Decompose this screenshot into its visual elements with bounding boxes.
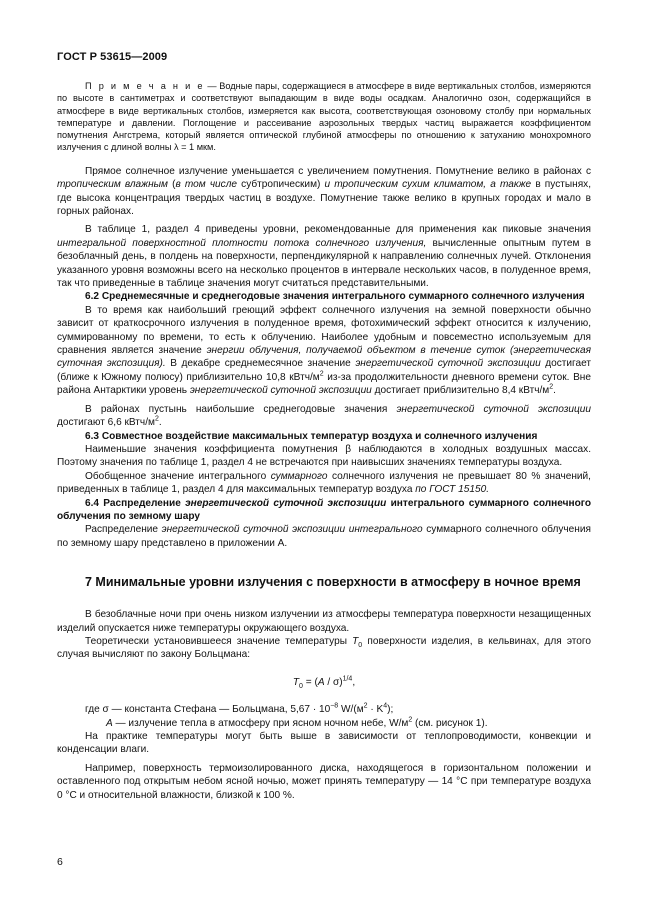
text-run: достигает (ближе к Южному полюсу) приблизительно 10,8 кВтч/м <box>57 358 592 383</box>
superscript: 2 <box>154 415 159 423</box>
text-run: . <box>158 417 162 429</box>
text-run: из-за продолжительности дневного времени суток. Вне района Антарктики уровень <box>57 371 591 397</box>
paragraph-distribution <box>57 523 591 550</box>
legend-a <box>57 717 591 730</box>
section-heading-7: 7 Минимальные уровни излучения с поверхности в атмосферу в ночное время <box>85 575 581 590</box>
page-number: 6 <box>57 856 63 868</box>
page-content <box>57 80 591 802</box>
text-run: В таблице 1, раздел 4 приведены уровни, рекомендованные для применения как пиковые значения <box>85 224 591 236</box>
document-code-header: ГОСТ Р 53615—2009 <box>57 51 168 63</box>
section-heading-6-2: 6.2 Среднемесячные и среднегодовые значения интегрального суммарного солнечного излучения <box>85 291 585 303</box>
text-run: — излучение тепла в атмосферу при ясном ночном небе, W/м <box>112 717 409 729</box>
text-run-italic: энергетической суточной экспозиции <box>185 497 387 509</box>
text-run: Обобщенное значение интегрального <box>85 470 271 482</box>
formula-part: / σ) <box>324 676 343 688</box>
note-text: — Водные пары, содержащиеся в атмосфере в виде вертикальных столбов, измеряются по высоте в сантиметрах и соответствуют выпадающим в виде воды осадкам. Аналогично озон, содержащийся в атмосфере в виде вертикальных столбов, измеряется как высота, соответствующая озоновому столбу при нормальных температуре и давлении. Поглощение и рассеивание аэрозольных твердых частиц выражается коэффициентом помутнения Ангстрема, который является оптической глубиной атмосферы по отношению к затуханию монохромного излучения с длиной волны λ = 1 мкм. <box>57 81 591 153</box>
paragraph-example: Например, поверхность термоизолированного диска, находящегося в горизонтальном положении и оставленного под открытым небом ясной ночью, может принять температуру — 14 °С при температуре воздуха 0 °С и относительной влажности, близкой к 100 %. <box>57 762 591 801</box>
note-paragraph <box>57 80 591 154</box>
text-run: солнечного излучения не превышает 80 % значений, приведенных в таблице 1, раздел 4 для максимальных температур воздуха <box>57 470 591 496</box>
text-run-italic: энергетической суточной экспозиции <box>355 358 541 370</box>
paragraph-practice: На практике температуры могут быть выше в зависимости от теплопроводимости, конвекции и конденсации влаги. <box>57 731 591 756</box>
text-run-italic: энергетической суточной экспозиции <box>189 385 372 397</box>
paragraph-irradiation <box>57 304 591 398</box>
text-run: вычисленные опытным путем в безоблачный день, в полдень на поверхности, перпендикулярной к направлению солнечных лучей. Отклонения указанного уровня возможны всего на несколько процентов в интервале нескольких часов, в полуденное время, так что приведенные в таблице значения могут считаться представительными. <box>57 237 591 290</box>
formula-part: , <box>352 676 356 688</box>
paragraph-generalized-value <box>57 470 591 497</box>
text-run: субтропическим) <box>237 179 325 191</box>
text-run: поверхности изделия, в кельвинах, для этого случая вычисляют по закону Больцмана: <box>57 635 591 661</box>
text-run: интегрального суммарного солнечного облучения по земному шару <box>57 497 591 522</box>
text-run-italic: в том числе <box>175 179 238 191</box>
superscript: 2 <box>549 383 554 391</box>
formula-symbol: A <box>317 676 325 688</box>
text-run: в пустынях, где высока концентрация твердых частиц в воздухе. Помутнение также велико в крупных городах и мало в горных районах. <box>57 179 592 217</box>
text-run-italic: энергетической суточной экспозиции интегрального <box>161 524 423 536</box>
text-run: ); <box>387 704 394 716</box>
text-run: · K <box>367 704 384 716</box>
text-run: достигает приблизительно 8,4 кВтч/м <box>371 385 550 397</box>
text-run-italic: суммарного <box>270 470 328 482</box>
text-run-italic: по ГОСТ 15150. <box>415 484 490 496</box>
superscript: −8 <box>330 702 339 710</box>
paragraph-turbidity <box>57 165 591 219</box>
text-run-italic: тропическим влажным <box>57 179 168 191</box>
text-run: где σ — константа Стефана — Больцмана, 5,67 · 10 <box>85 704 331 716</box>
superscript: 2 <box>363 702 368 710</box>
formula-boltzmann <box>57 676 591 689</box>
text-run: Прямое солнечное излучение уменьшается с увеличением помутнения. Помутнение велико в районах с <box>85 165 591 177</box>
superscript: 1/4 <box>342 675 353 683</box>
text-run: (см. рисунок 1). <box>412 717 488 729</box>
paragraph-turbidity-minimum: Наименьшие значения коэффициента помутнения β наблюдаются в холодных воздушных массах. Поэтому значения по таблице 1, раздел 4 не встречаются при наивысших значениях температуры воздуха. <box>57 443 591 469</box>
text-run: достигают 6,6 кВтч/м <box>57 417 155 429</box>
superscript: 2 <box>319 370 324 378</box>
text-run: Теоретически установившееся значение температуры <box>85 635 353 647</box>
text-run-italic: энергетической суточной экспозиции <box>396 403 591 415</box>
text-run: В то время как наибольший греющий эффект солнечного излучения на земной поверхности обычно зависит от краткосрочного излучения в полуденное время, фотохимический эффект относится к излучению, суммированному по времени, то есть к облучению. Наиболее удобным и повсеместно используемым для сравнения является значение <box>57 304 591 357</box>
text-run-italic: T <box>352 635 359 647</box>
text-run-italic: энергии облучения, получаемой объектом в течение суток (энергетическая суточная экспозиция). <box>57 345 591 370</box>
text-run: В районах пустынь наибольшие среднегодовые значения <box>85 403 397 415</box>
paragraph-table1-levels <box>57 223 591 290</box>
section-heading-6-4 <box>57 497 591 524</box>
text-run-italic: и тропическим сухим климатом, а также <box>324 179 532 191</box>
text-run: Распределение <box>85 524 162 536</box>
section-heading-6-3: 6.3 Совместное воздействие максимальных температур воздуха и солнечного излучения <box>85 430 538 442</box>
subscript: 0 <box>358 641 363 649</box>
text-run: В декабре среднемесячное значение <box>165 358 356 370</box>
superscript: 2 <box>408 716 413 724</box>
legend-sigma <box>57 703 591 716</box>
text-run: суммарного солнечного облучения по земному шару представлено в приложении А. <box>57 524 591 549</box>
note-label: П р и м е ч а н и е <box>85 81 205 91</box>
text-run: . <box>553 385 556 397</box>
formula-symbol: A <box>106 717 113 729</box>
paragraph-deserts <box>57 403 591 430</box>
paragraph-cloudless-nights: В безоблачные ночи при очень низком излучении из атмосферы температура поверхности незащищенных изделий опускается ниже температуры окружающего воздуха. <box>57 609 591 634</box>
text-run: ( <box>167 179 176 191</box>
formula-symbol: T <box>292 676 300 688</box>
text-run: 6.4 Распределение <box>85 497 186 509</box>
text-run: W/(м <box>338 704 364 716</box>
superscript: 4 <box>383 702 388 710</box>
text-run-italic: интегральной поверхностной плотности потока солнечного излучения, <box>57 237 427 249</box>
subscript: 0 <box>299 682 303 690</box>
paragraph-boltzmann <box>57 635 591 662</box>
formula-part: = ( <box>302 676 318 688</box>
